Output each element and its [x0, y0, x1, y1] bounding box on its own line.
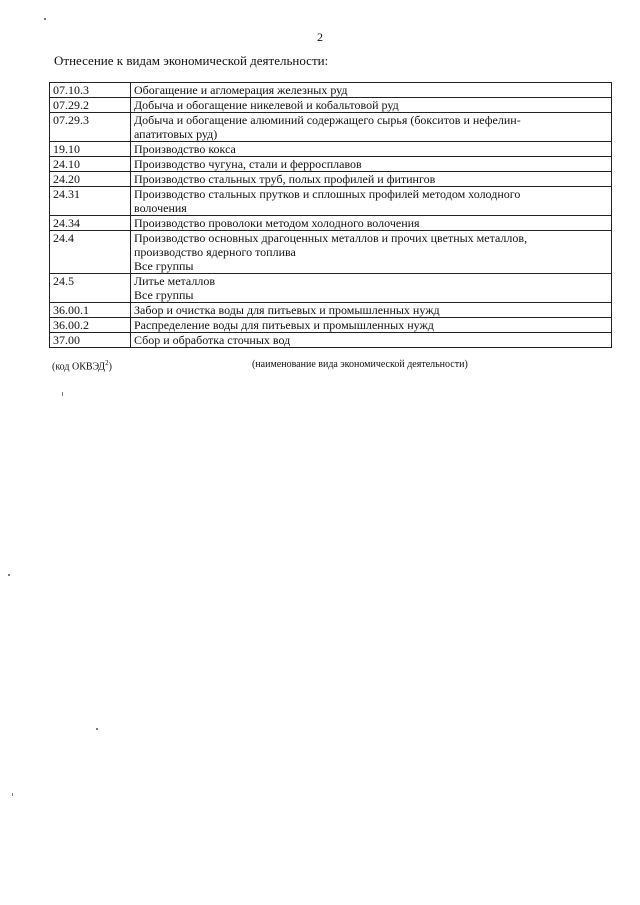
okved-code-cell: 07.10.3	[50, 83, 131, 98]
table-captions	[50, 359, 610, 373]
okved-code-cell: 07.29.2	[50, 98, 131, 113]
activity-name-cell	[131, 142, 612, 157]
activity-name-cell	[131, 216, 612, 231]
activity-name-line: Добыча и обогащение алюминий содержащего сырья (бокситов и нефелин-	[134, 113, 521, 127]
okved-code-cell: 24.34	[50, 216, 131, 231]
table-row	[50, 318, 612, 333]
okved-code-cell: 36.00.2	[50, 318, 131, 333]
scan-speck	[96, 728, 98, 730]
activity-name-cell	[131, 172, 612, 187]
code-caption-footnote: 2	[105, 359, 109, 367]
activity-name-cell	[131, 98, 612, 113]
table-row	[50, 142, 612, 157]
okved-code-cell: 36.00.1	[50, 303, 131, 318]
activity-name-cell	[131, 333, 612, 348]
okved-table	[49, 82, 612, 348]
okved-code-cell: 37.00	[50, 333, 131, 348]
activity-name-line: Сбор и обработка сточных вод	[134, 333, 291, 347]
activity-name-cell	[131, 83, 612, 98]
name-caption: (наименование вида экономической деятельности)	[252, 359, 468, 370]
page-number: 2	[317, 30, 323, 44]
activity-name-line: Распределение воды для питьевых и промышленных нужд	[134, 318, 434, 332]
activity-name-line: Производство проволоки методом холодного волочения	[134, 216, 420, 230]
activity-name-line: Все группы	[134, 259, 194, 273]
table-row	[50, 333, 612, 348]
table-row	[50, 98, 612, 113]
table-row	[50, 83, 612, 98]
table-row	[50, 303, 612, 318]
activity-name-cell	[131, 157, 612, 172]
activity-name-cell	[131, 274, 612, 303]
table-row	[50, 172, 612, 187]
okved-code-cell: 24.4	[50, 231, 131, 274]
okved-code-cell: 24.5	[50, 274, 131, 303]
activity-name-line: Производство чугуна, стали и ферросплавов	[134, 157, 362, 171]
table-row	[50, 157, 612, 172]
scan-speck	[44, 18, 46, 20]
activity-name-cell	[131, 303, 612, 318]
activity-name-line: Производство стальных труб, полых профилей и фитингов	[134, 172, 436, 186]
scan-speck	[12, 793, 13, 796]
okved-table-body	[50, 83, 612, 348]
activity-name-line: Все группы	[134, 288, 194, 302]
activity-name-cell	[131, 187, 612, 216]
activity-name-line: Забор и очистка воды для питьевых и промышленных нужд	[134, 303, 440, 317]
activity-name-line: производство ядерного топлива	[134, 245, 296, 259]
code-caption	[52, 359, 112, 372]
okved-code-cell: 24.20	[50, 172, 131, 187]
okved-code-cell: 19.10	[50, 142, 131, 157]
okved-code-cell: 24.31	[50, 187, 131, 216]
scan-speck	[8, 574, 10, 576]
code-caption-label: (код ОКВЭД	[52, 361, 106, 373]
table-row	[50, 274, 612, 303]
table-row	[50, 113, 612, 142]
table-row	[50, 187, 612, 216]
activity-name-cell	[131, 231, 612, 274]
activity-name-line: Обогащение и агломерация железных руд	[134, 83, 348, 97]
activity-name-line: Литье металлов	[134, 274, 215, 288]
table-row	[50, 216, 612, 231]
okved-code-cell: 07.29.3	[50, 113, 131, 142]
section-heading: Отнесение к видам экономической деятельности:	[54, 53, 329, 68]
activity-name-line: волочения	[134, 201, 187, 215]
activity-name-line: Добыча и обогащение никелевой и кобальтовой руд	[134, 98, 399, 112]
activity-name-line: Производство кокса	[134, 142, 236, 156]
activity-name-line: апатитовых руд)	[134, 127, 218, 141]
activity-name-line: Производство стальных прутков и сплошных профилей методом холодного	[134, 187, 521, 201]
activity-name-line: Производство основных драгоценных металлов и прочих цветных металлов,	[134, 231, 528, 245]
okved-code-cell: 24.10	[50, 157, 131, 172]
activity-name-cell	[131, 113, 612, 142]
scan-speck	[62, 392, 63, 396]
table-row	[50, 231, 612, 274]
code-caption-close: )	[108, 361, 112, 373]
activity-name-cell	[131, 318, 612, 333]
